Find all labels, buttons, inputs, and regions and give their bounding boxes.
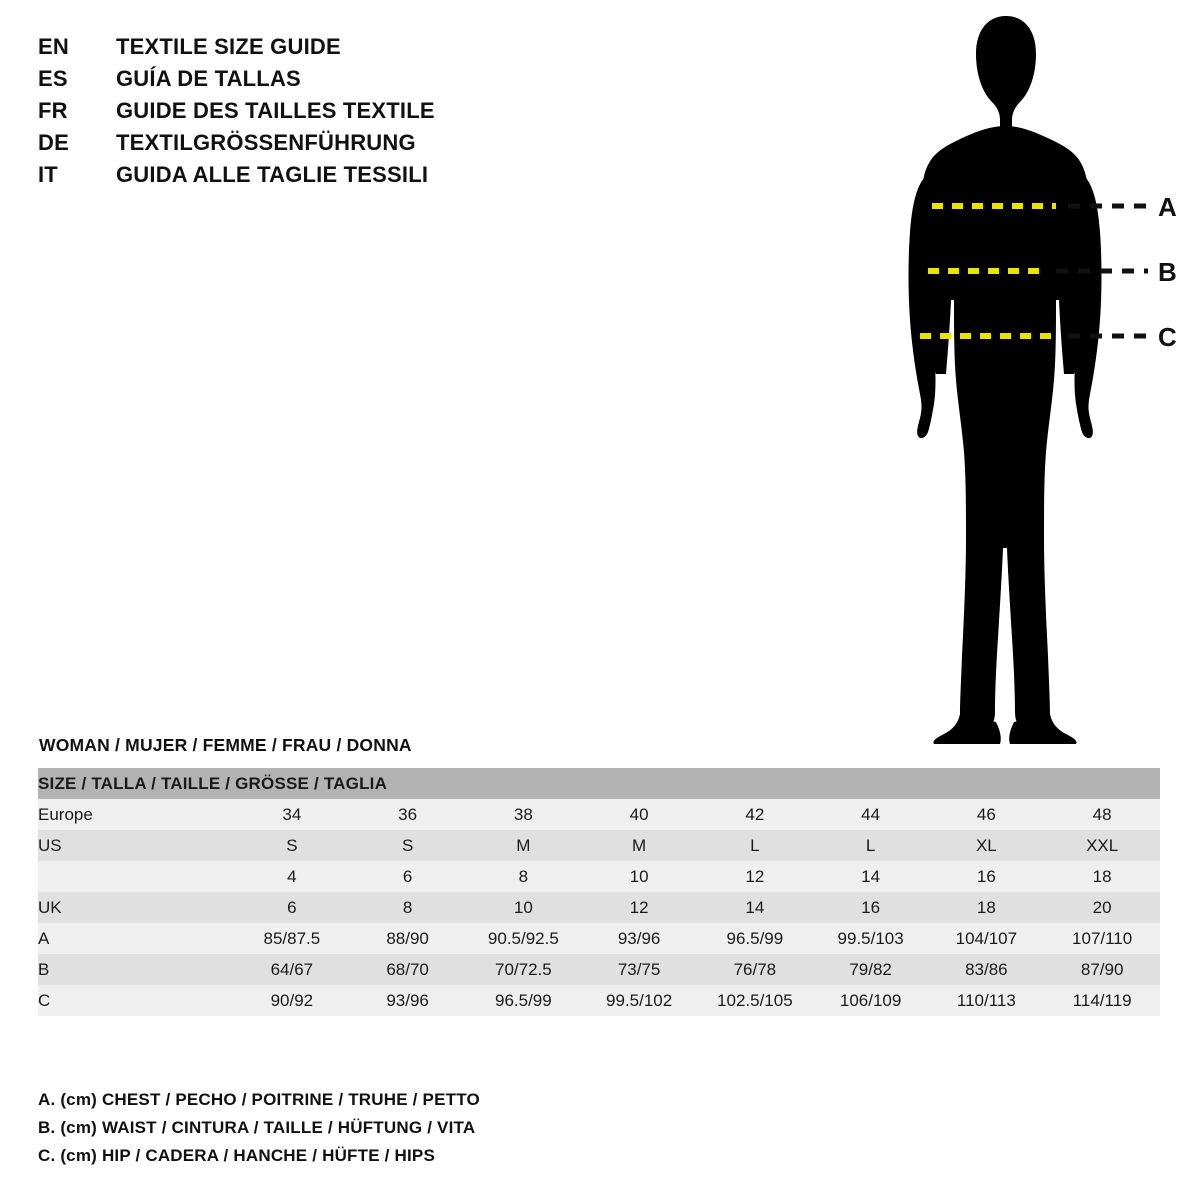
row-label-b: B [38, 959, 50, 979]
cell-a-3: 90.5/92.5 [487, 928, 559, 948]
table-row [38, 799, 1160, 830]
cell-us-8: XXL [1086, 835, 1119, 855]
cell-europe-5: 42 [745, 804, 765, 824]
cell-a-1: 85/87.5 [263, 928, 321, 948]
row-label-us: US [38, 835, 62, 855]
title-text-fr: GUIDE DES TAILLES TEXTILE [116, 98, 435, 123]
cell-us-3: M [516, 835, 531, 855]
cell-b-6: 79/82 [849, 959, 892, 979]
cell-us-4: M [632, 835, 647, 855]
cell-us-5: L [750, 835, 760, 855]
cell-usnum-2: 6 [402, 866, 413, 886]
cell-usnum-4: 10 [629, 866, 649, 886]
row-label-europe: Europe [38, 804, 93, 824]
title-text-de: TEXTILGRÖSSENFÜHRUNG [116, 130, 416, 155]
cell-uk-8: 20 [1092, 897, 1112, 917]
cell-uk-7: 18 [976, 897, 996, 917]
table-header-row [38, 768, 1160, 799]
legend-line-b: B. (cm) WAIST / CINTURA / TAILLE / HÜFTUNG / VITA [38, 1118, 476, 1137]
language-code-it: IT [38, 162, 58, 187]
table-row [38, 923, 1160, 954]
cell-usnum-3: 8 [518, 866, 529, 886]
cell-usnum-5: 12 [745, 866, 765, 886]
measure-label-c: C [1158, 322, 1177, 352]
cell-a-7: 104/107 [955, 928, 1018, 948]
cell-b-8: 87/90 [1080, 959, 1124, 979]
measurement-legend [38, 1090, 838, 1174]
cell-a-6: 99.5/103 [837, 928, 904, 948]
cell-a-8: 107/110 [1072, 928, 1133, 948]
cell-c-1: 90/92 [270, 990, 314, 1010]
cell-us-2: S [401, 835, 414, 855]
cell-b-3: 70/72.5 [495, 959, 552, 979]
cell-europe-2: 36 [398, 804, 418, 824]
cell-c-6: 106/109 [839, 990, 902, 1010]
language-code-de: DE [38, 130, 69, 155]
table-row [38, 892, 1160, 923]
cell-uk-3: 10 [513, 897, 533, 917]
table-header-label: SIZE / TALLA / TAILLE / GRÖSSE / TAGLIA [38, 773, 388, 793]
cell-b-5: 76/78 [733, 959, 777, 979]
cell-c-2: 93/96 [386, 990, 429, 1010]
cell-europe-4: 40 [629, 804, 649, 824]
cell-usnum-6: 14 [861, 866, 881, 886]
title-row-fr [38, 98, 658, 130]
cell-a-5: 96.5/99 [726, 928, 784, 948]
cell-a-2: 88/90 [386, 928, 429, 948]
table-row [38, 954, 1160, 985]
cell-europe-8: 48 [1092, 804, 1112, 824]
row-label-uk: UK [38, 897, 62, 917]
cell-c-8: 114/119 [1072, 990, 1132, 1010]
row-label-us-numeric [38, 861, 234, 892]
cell-b-7: 83/86 [965, 959, 1008, 979]
cell-b-1: 64/67 [270, 959, 314, 979]
title-text-es: GUÍA DE TALLAS [116, 66, 301, 91]
table-row [38, 830, 1160, 861]
measure-label-a: A [1158, 192, 1177, 222]
title-text-en: TEXTILE SIZE GUIDE [116, 34, 341, 59]
row-label-a: A [38, 928, 50, 948]
cell-us-6: L [865, 835, 876, 855]
cell-c-4: 99.5/102 [606, 990, 673, 1010]
row-label-c: C [38, 990, 51, 1010]
title-row-es [38, 66, 658, 98]
language-code-fr: FR [38, 98, 68, 123]
table-caption: WOMAN / MUJER / FEMME / FRAU / DONNA [39, 735, 412, 755]
cell-europe-7: 46 [976, 804, 996, 824]
cell-europe-1: 34 [282, 804, 302, 824]
cell-uk-5: 14 [745, 897, 765, 917]
cell-us-1: S [286, 835, 298, 855]
cell-b-2: 68/70 [386, 959, 429, 979]
cell-usnum-8: 18 [1092, 866, 1112, 886]
table-row [38, 985, 1160, 1016]
language-code-en: EN [38, 34, 69, 59]
cell-europe-6: 44 [861, 804, 881, 824]
cell-uk-2: 8 [402, 897, 413, 917]
cell-b-4: 73/75 [617, 959, 661, 979]
cell-c-7: 110/113 [956, 990, 1016, 1010]
table-row [38, 861, 1160, 892]
size-table-section [38, 735, 1160, 1016]
size-table [38, 768, 1160, 1016]
cell-us-7: XL [975, 835, 997, 855]
body-silhouette [909, 16, 1102, 744]
title-text-it: GUIDA ALLE TAGLIE TESSILI [116, 162, 429, 187]
cell-usnum-7: 16 [976, 866, 996, 886]
cell-europe-3: 38 [513, 804, 533, 824]
cell-usnum-1: 4 [287, 866, 297, 886]
female-body-figure [860, 8, 1190, 748]
cell-uk-6: 16 [861, 897, 881, 917]
legend-line-c: C. (cm) HIP / CADERA / HANCHE / HÜFTE / HIPS [38, 1146, 436, 1165]
title-row-de [38, 130, 658, 162]
title-row-it [38, 162, 658, 194]
cell-a-4: 93/96 [617, 928, 661, 948]
language-code-es: ES [38, 66, 68, 91]
cell-c-3: 96.5/99 [495, 990, 552, 1010]
cell-uk-1: 6 [287, 897, 297, 917]
cell-c-5: 102.5/105 [717, 990, 793, 1010]
cell-uk-4: 12 [629, 897, 649, 917]
title-block [38, 34, 658, 194]
legend-line-a: A. (cm) CHEST / PECHO / POITRINE / TRUHE / PETTO [38, 1090, 480, 1109]
measure-label-b: B [1158, 257, 1177, 287]
title-row-en [38, 34, 658, 66]
